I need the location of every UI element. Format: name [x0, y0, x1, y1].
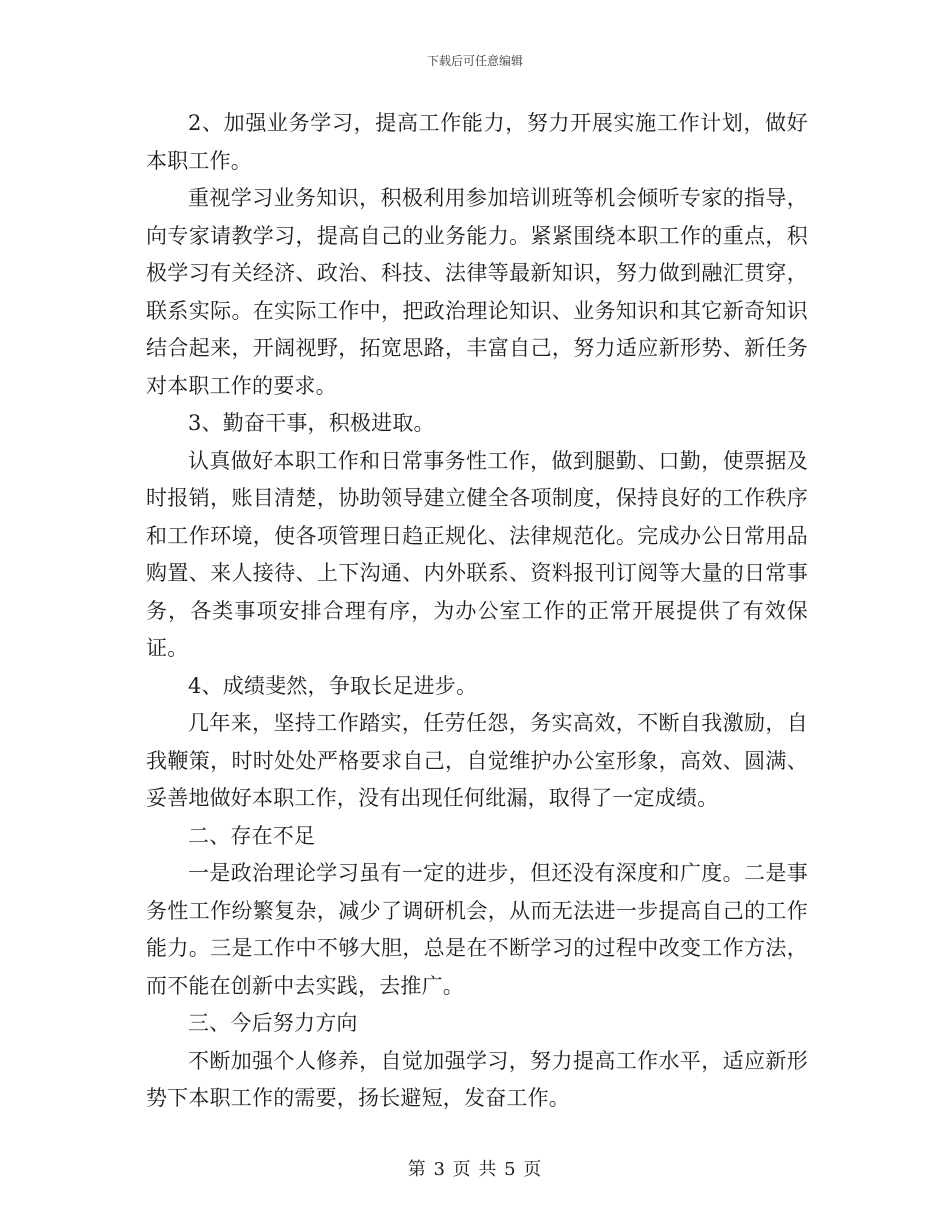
paragraph: 三、今后努力方向 [188, 1011, 358, 1035]
paragraph: 重视学习业务知识，积极利用参加培训班等机会倾听专家的指导，向专家请教学习，提高自己的业务能力。紧紧围绕本职工作的重点，积极学习有关经济、政治、科技、法律等最新知识，努力做到融汇贯穿，联系实际。在实际工作中，把政治理论知识、业务知识和其它新奇知识结合起来，开阔视野，拓宽思路，丰富自己，努力适应新形势、新任务对本职工作的要求。 [146, 186, 808, 398]
paragraph: 4、成绩斐然，争取长足进步。 [188, 673, 478, 698]
body-text [146, 105, 808, 1118]
paragraph: 一是政治理论学习虽有一定的进步，但还没有深度和广度。二是事务性工作纷繁复杂，减少了调研机会，从而无法进一步提高自己的工作能力。三是工作中不够大胆，总是在不断学习的过程中改变工作方法，而不能在创新中去实践，去推广。 [146, 861, 808, 998]
header-note: 下载后可任意编辑 [426, 54, 523, 68]
page-number: 第 3 页 共 5 页 [407, 1159, 543, 1180]
paragraph: 几年来，坚持工作踏实，任劳任怨，务实高效，不断自我激励，自我鞭策，时时处处严格要求自己，自觉维护办公室形象，高效、圆满、妥善地做好本职工作，没有出现任何纰漏，取得了一定成绩。 [146, 711, 808, 810]
paragraph: 不断加强个人修养，自觉加强学习，努力提高工作水平，适应新形势下本职工作的需要，扬长避短，发奋工作。 [146, 1048, 808, 1110]
paragraph: 认真做好本职工作和日常事务性工作，做到腿勤、口勤，使票据及时报销，账目清楚，协助领导建立健全各项制度，保持良好的工作秩序和工作环境，使各项管理日趋正规化、法律规范化。完成办公日常用品购置、来人接待、上下沟通、内外联系、资料报刊订阅等大量的日常事务，各类事项安排合理有序，为办公室工作的正常开展提供了有效保证。 [146, 448, 808, 660]
paragraph: 3、勤奋干事，积极进取。 [188, 411, 435, 435]
paragraph: 二、存在不足 [188, 823, 316, 848]
paragraph: 2、加强业务学习，提高工作能力，努力开展实施工作计划，做好本职工作。 [146, 111, 808, 173]
